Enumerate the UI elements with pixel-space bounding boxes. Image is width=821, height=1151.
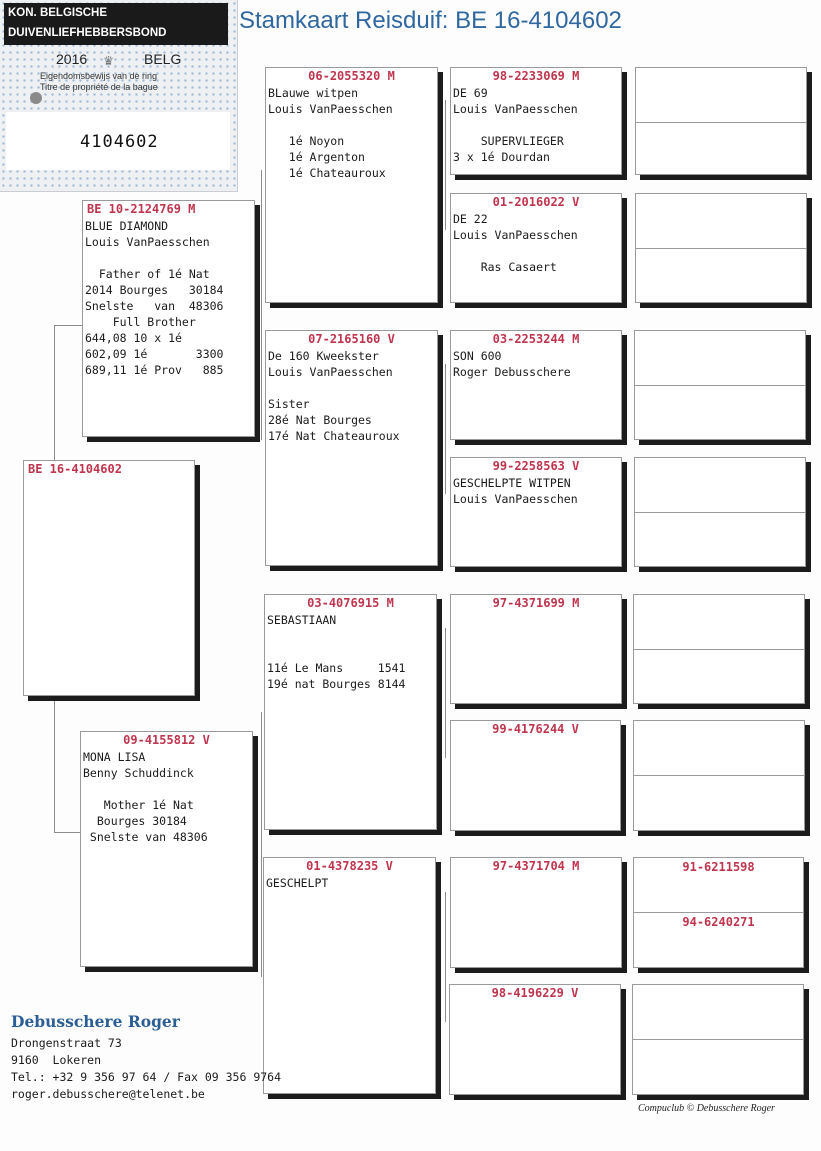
breeder-city: 9160 Lokeren (11, 1053, 102, 1067)
pedigree-text-line (451, 243, 621, 259)
divider (635, 385, 805, 386)
connector-line (445, 364, 446, 494)
ring-number: 98-4196229 V (491, 986, 579, 1000)
grandparent-card (264, 594, 437, 830)
grandparent-card (263, 857, 436, 1094)
pedigree-text-line: 19é nat Bourges 8144 (267, 677, 406, 691)
pedigree-text-line: Roger Debusschere (453, 365, 571, 379)
connector-line (54, 325, 84, 326)
divider (636, 122, 806, 123)
pedigree-text-line: 602,09 1é 3300 (85, 347, 224, 361)
ring-number: BE 16-4104602 (28, 462, 122, 476)
ring-number: 97-4371699 M (492, 596, 580, 610)
connector-line (261, 170, 262, 440)
pedigree-text-line: Bourges 30184 (83, 814, 187, 828)
pedigree-text-line: BLauwe witpen (268, 86, 359, 100)
pedigree-text-line: 1é Chateauroux (268, 166, 386, 180)
great-great-grandparents-card (632, 984, 804, 1095)
ring-label-nl: Eigendomsbewijs van de ring (40, 71, 158, 81)
pedigree-text-line: Louis VanPaesschen (453, 492, 578, 506)
ring-number: 07-2165160 V (308, 332, 395, 346)
subject-pigeon-card (23, 460, 195, 696)
pedigree-text-line: Louis VanPaesschen (268, 365, 393, 379)
great-great-grandparents-card (633, 857, 804, 968)
divider (636, 248, 806, 249)
ring-number-top: 91-6211598 (682, 860, 755, 874)
pedigree-text-line: DE 69 (453, 86, 488, 100)
federation-name-nl: KON. BELGISCHE DUIVENLIEFHEBBERSBOND (8, 7, 167, 39)
pedigree-text-line: Louis VanPaesschen (268, 102, 393, 116)
ring-number: 01-2016022 V (492, 195, 580, 209)
ring-number-bottom: 94-6240271 (682, 915, 755, 929)
pedigree-text-line (265, 628, 436, 644)
connector-line (445, 100, 446, 230)
divider (634, 775, 804, 776)
ring-certificate (0, 0, 238, 192)
ring-number: 03-4076915 M (307, 596, 394, 610)
great-great-grandparents-card (633, 720, 805, 831)
ring-number: 99-2258563 V (492, 459, 580, 473)
pedigree-text-line (266, 117, 437, 133)
great-grandparent-card (449, 984, 621, 1095)
pedigree-text-line: 17é Nat Chateauroux (268, 429, 400, 443)
pedigree-text-line: 11é Le Mans 1541 (267, 661, 406, 675)
pedigree-text-line: Snelste van 48306 (85, 299, 224, 313)
pedigree-text-line: GESCHELPTE WITPEN (453, 476, 571, 490)
connector-line (261, 712, 262, 977)
pedigree-text-line: MONA LISA (83, 750, 146, 764)
crown-icon: ♛ (104, 51, 114, 69)
pedigree-text-line: 28é Nat Bourges (268, 413, 372, 427)
pedigree-text-line: SUPERVLIEGER (453, 134, 564, 148)
pedigree-text-line: Louis VanPaesschen (85, 235, 210, 249)
connector-line (54, 832, 82, 833)
pedigree-text-line: Snelste van 48306 (83, 830, 208, 844)
ring-number: BE 10-2124769 M (87, 202, 196, 216)
pedigree-text-line: 689,11 1é Prov 885 (85, 363, 224, 377)
pedigree-text-line: Louis VanPaesschen (453, 102, 578, 116)
great-grandparent-card (450, 193, 622, 303)
divider (633, 1039, 803, 1040)
breeder-name: Debusschere Roger (11, 1012, 180, 1031)
page-title: Stamkaart Reisduif: BE 16-4104602 (239, 7, 622, 34)
great-grandparent-card (450, 67, 622, 175)
pedigree-text-line: 644,08 10 x 1é (85, 331, 182, 345)
great-grandparent-card (450, 594, 622, 704)
ring-number: 06-2055320 M (308, 69, 395, 83)
ring-number: 03-2253244 M (492, 332, 580, 346)
ring-number: 09-4155812 V (123, 733, 210, 747)
great-grandparent-card (450, 720, 621, 831)
pedigree-text-line: SON 600 (453, 349, 502, 363)
pedigree-text-line: BLUE DIAMOND (85, 219, 169, 233)
divider (634, 912, 803, 913)
divider (634, 649, 804, 650)
pedigree-text-line (81, 781, 252, 797)
pedigree-text-line: DE 22 (453, 212, 488, 226)
breeder-info (11, 1012, 281, 1103)
great-grandparent-card (450, 857, 622, 968)
great-grandparent-card (450, 457, 622, 567)
ring-number: 98-2233069 M (492, 69, 580, 83)
connector-line (445, 628, 446, 758)
pedigree-text-line (265, 644, 436, 660)
ring-year: 2016 (56, 51, 88, 67)
dam-card (80, 731, 253, 967)
connector-line (445, 892, 446, 1022)
pedigree-text-line: Louis VanPaesschen (453, 228, 578, 242)
grandparent-card (265, 67, 438, 303)
pedigree-text-line (83, 250, 254, 266)
federation-name-fr (8, 43, 228, 45)
ring-country: BELG (144, 51, 182, 67)
grandparent-card (265, 330, 438, 566)
great-great-grandparents-card (635, 193, 807, 303)
pedigree-text-line: Benny Schuddinck (83, 766, 194, 780)
great-grandparent-card (450, 330, 622, 440)
pedigree-text-line (266, 380, 437, 396)
pedigree-text-line: 1é Noyon (268, 134, 345, 148)
ring-number: 99-4176244 V (492, 722, 579, 736)
great-great-grandparents-card (633, 594, 805, 704)
divider (635, 512, 805, 513)
pedigree-text-line: 1é Argenton (268, 150, 365, 164)
sire-card (82, 200, 255, 437)
pedigree-text-line: De 160 Kweekster (268, 349, 379, 363)
connector-line (54, 695, 55, 832)
great-great-grandparents-card (634, 457, 806, 567)
footer-credit: Compuclub © Debusschere Roger (638, 1103, 775, 1114)
ring-label-fr: Titre de propriété de la bague (40, 82, 158, 92)
ring-certificate-header (4, 3, 228, 45)
pedigree-text-line: Sister (268, 397, 310, 411)
ring-number: 4104602 (80, 132, 159, 152)
pedigree-text-line: 3 x 1é Dourdan (453, 150, 550, 164)
pedigree-text-line: SEBASTIAAN (267, 613, 337, 627)
great-great-grandparents-card (635, 67, 807, 175)
ring-number: 01-4378235 V (306, 859, 393, 873)
great-great-grandparents-card (634, 330, 806, 440)
breeder-address: Drongenstraat 73 (11, 1036, 122, 1050)
ring-number: 97-4371704 M (492, 859, 580, 873)
pedigree-text-line: Father of 1é Nat (85, 267, 210, 281)
pedigree-text-line: Ras Casaert (453, 260, 557, 274)
pedigree-text-line (451, 117, 621, 133)
breeder-phone: Tel.: +32 9 356 97 64 / Fax 09 356 9764 (11, 1070, 282, 1084)
pedigree-text-line: Full Brother (85, 315, 196, 329)
breeder-email: roger.debusschere@telenet.be (11, 1087, 205, 1101)
pedigree-text-line: Mother 1é Nat (83, 798, 194, 812)
punch-hole (30, 92, 42, 104)
pedigree-text-line: 2014 Bourges 30184 (85, 283, 224, 297)
pedigree-text-line: GESCHELPT (266, 876, 329, 890)
connector-line (54, 325, 55, 462)
